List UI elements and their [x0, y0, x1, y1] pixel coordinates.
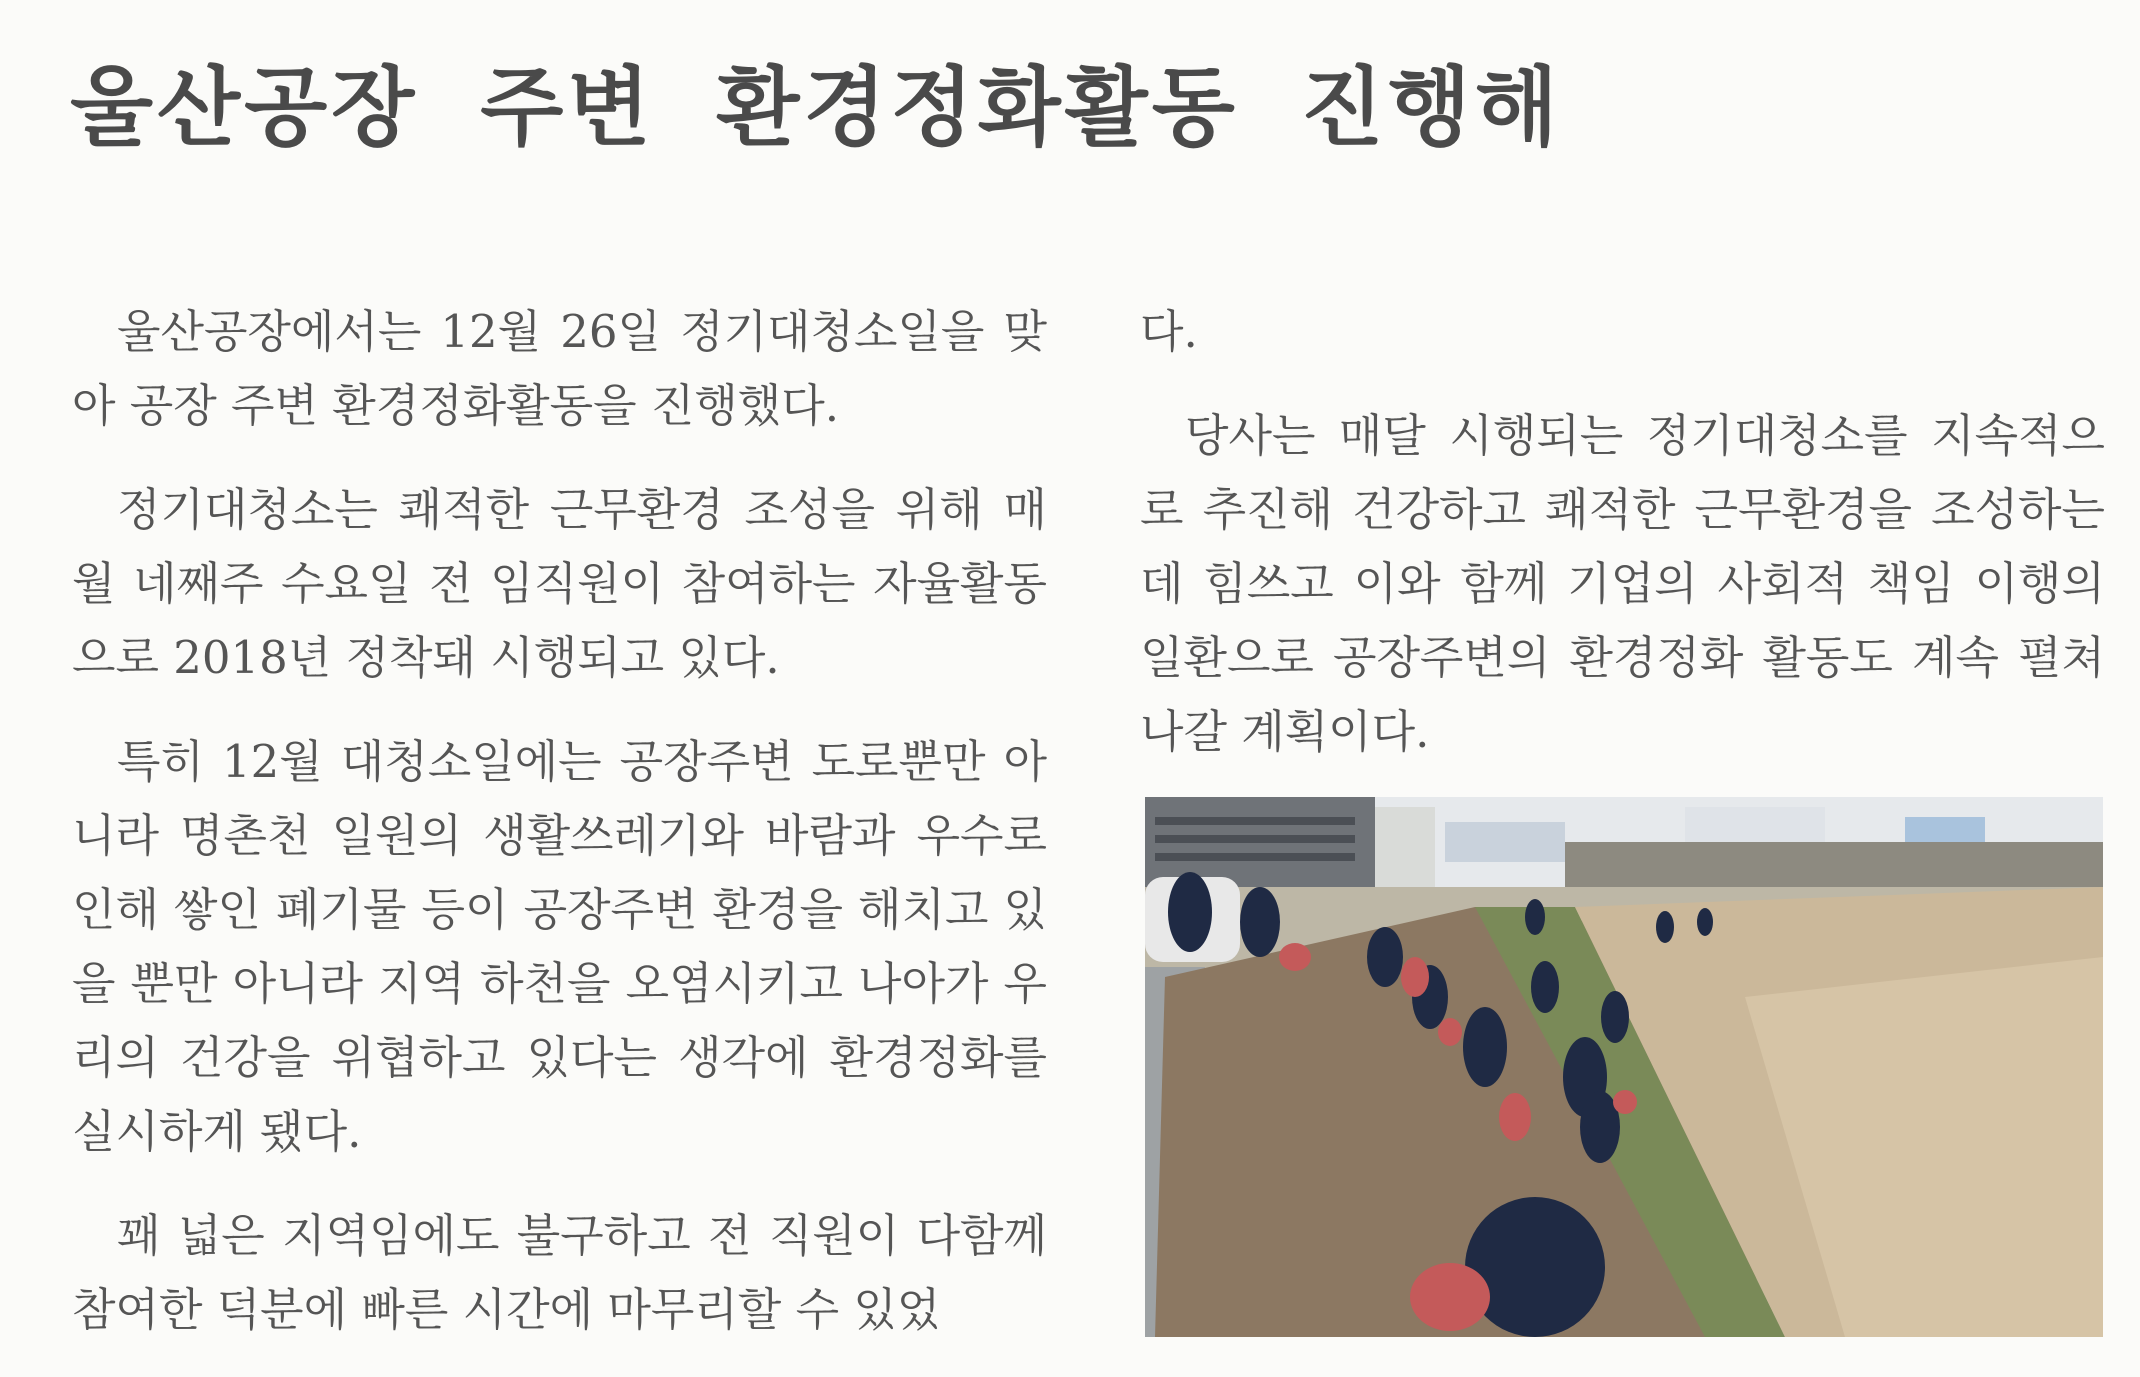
- article-column-right: [1140, 295, 2105, 799]
- article-title: 울산공장 주변 환경정화활동 진행해: [70, 58, 1562, 158]
- paragraph: 울산공장에서는 12월 26일 정기대청소일을 맞아 공장 주변 환경정화활동을 진행했다.: [72, 305, 1047, 432]
- paragraph: 정기대청소는 쾌적한 근무환경 조성을 위해 매월 네째주 수요일 전 임직원이 참여하는 자율활동으로 2018년 정착돼 시행되고 있다.: [72, 483, 1047, 684]
- paragraph: 꽤 넓은 지역임에도 불구하고 전 직원이 다함께 참여한 덕분에 빠른 시간에 마무리할 수 있었: [72, 1209, 1047, 1336]
- paragraph-continuation: 다.: [1140, 305, 1198, 358]
- cleanup-activity-photo: [1145, 797, 2103, 1337]
- article-column-left: [72, 295, 1047, 1377]
- paragraph: 특히 12월 대청소일에는 공장주변 도로뿐만 아니라 명촌천 일원의 생활쓰레기와 바람과 우수로 인해 쌓인 폐기물 등이 공장주변 환경을 해치고 있을 뿐만 아니라 지역 하천을 오염시키고 나아가 우리의 건강을 위협하고 있다는 생각에 환경정화를 실시하게 됐다.: [72, 735, 1047, 1158]
- paragraph: 당사는 매달 시행되는 정기대청소를 지속적으로 추진해 건강하고 쾌적한 근무환경을 조성하는데 힘쓰고 이와 함께 기업의 사회적 책임 이행의 일환으로 공장주변의 환경정화 활동도 계속 펼쳐나갈 계획이다.: [1140, 409, 2105, 758]
